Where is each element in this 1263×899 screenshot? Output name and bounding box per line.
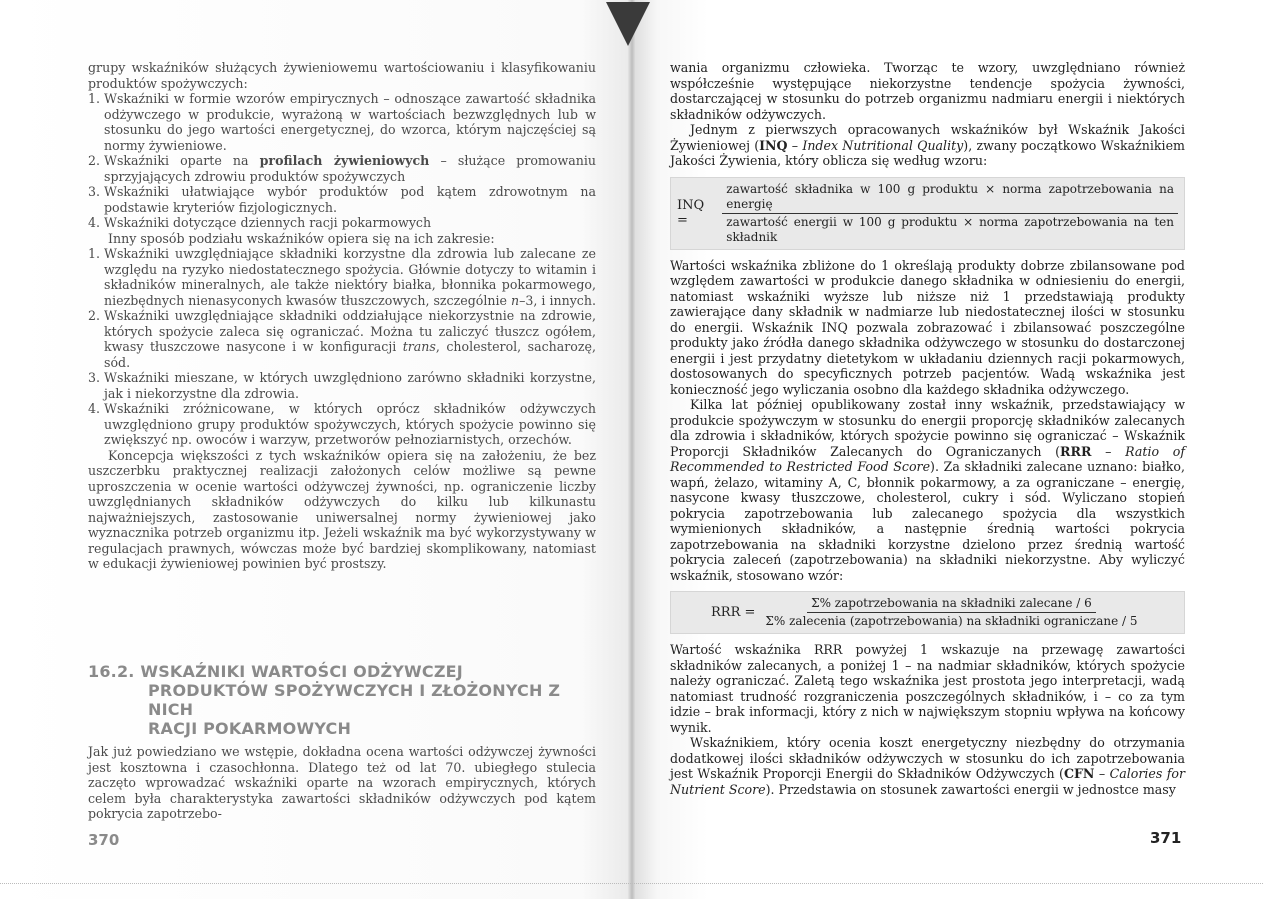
italic-term: Index Nutritional Quality [802,137,964,153]
paragraph: Jednym z pierwszych opracowanych wskaźników był Wskaźnik Jakości Żywieniowej (INQ – Index Nutritional Quality), zwany początkowo Wskaźnikiem Jakości Żywienia, który oblicza się według wzoru: [670,122,1185,168]
list-text: Wskaźniki ułatwiające wybór produktów pod kątem zdrowotnym na podstawie kryteriów fizjologicznych. [104,184,596,215]
list-number: 2. [88,153,101,168]
formula-inq [670,177,1185,250]
paragraph: Jak już powiedziano we wstępie, dokładna ocena wartości odżywczej żywności jest kosztowna i czasochłonna. Dlatego też od lat 70. ubiegłego stulecia zaczęto wprowadzać wskaźniki oparte na wzorach empirycznych, których celem była charakterystyka zawartości składników odżywczych pod kątem pokrycia zapotrzebo- [88,744,596,821]
bold-term: RRR [1060,443,1092,459]
list-indicator-scope [88,246,596,448]
list-item [88,153,596,184]
list-text: Wskaźniki dotyczące dziennych racji pokarmowych [104,215,432,230]
formula-numerator: zawartość składnika w 100 g produktu × norma zapotrzebowania na energię [722,182,1178,214]
list-item [88,308,596,370]
italic-term: trans [402,339,436,354]
list-number: 4. [88,401,101,416]
list-number: 3. [88,370,101,385]
list-item [88,401,596,448]
heading-line-3: RACJI POKARMOWYCH [148,719,352,738]
list-item [88,91,596,153]
formula-denominator: Σ% zalecenia (zapotrzebowania) na składniki ograniczane / 5 [765,614,1138,628]
heading-line-1: 16.2. WSKAŹNIKI WARTOŚCI ODŻYWCZEJ [88,662,463,681]
formula-denominator: zawartość energii w 100 g produktu × norma zapotrzebowania na ten składnik [726,214,1174,244]
paragraph: wania organizmu człowieka. Tworząc te wzory, uwzględniano również współcześnie występujące niekorzystne tendencje spożycia żywności, dostarczającej w stosunku do potrzeb organizmu nadmiaru energii i niektórych składników odżywczych. [670,60,1185,122]
section-number: 16.2. [88,662,135,681]
list-indicator-types [88,91,596,231]
left-text-column [88,60,596,572]
formula-lhs: RRR = [711,605,756,620]
bold-term: INQ [759,137,788,153]
paragraph: grupy wskaźników służących żywieniowemu wartościowaniu i klasyfikowaniu produktów spożywczych: [88,60,596,91]
list-item [88,184,596,215]
paragraph: Wartości wskaźnika zbliżone do 1 określają produkty dobrze zbilansowane pod względem zawartości w produkcie danego składnika w odniesieniu do energii, natomiast wskaźniki wyższe lub niższe niż 1 przedstawiają produkty zawierające dany składnik w nadmiarze lub niedostatecznej ilości w stosunku do energii. Wskaźnik INQ pozwala zobrazować i zbilansować poszczególne produkty jako źródła danego składnika odżywczego w stosunku do dostarczonej energii i jest przydatny dietetykom w układaniu dziennych racji pokarmowych, dostosowanych do specyficznych potrzeb pacjentów. Wadą wskaźnika jest konieczność jego wyliczania osobno dla każdego składnika odżywczego. [670,257,1185,397]
heading-line-2: PRODUKTÓW SPOŻYWCZYCH I ZŁOŻONYCH Z NICH [148,681,561,719]
list-text: –3, i innych. [519,292,596,308]
list-item [88,246,596,308]
paragraph: Koncepcja większości z tych wskaźników opiera się na założeniu, że bez uszczerbku praktycznej realizacji założonych celów możliwe są pewne uproszczenia w ocenie wartości odżywczej żywności, np. ograniczenie liczby uwzględnianych składników odżywczych do kilku lub kilkunastu najważniejszych, zastosowanie uniwersalnej normy żywieniowej jako wyznacznika potrzeb organizmu itp. Jeżeli wskaźnik ma być wykorzystywany w regulacjach prawnych, wówczas może być bardziej skomplikowany, natomiast w edukacji żywieniowej powinien być prostszy. [88,447,596,571]
list-item [88,215,596,231]
list-text: , cholesterol, sacharozę, sód. [104,339,596,370]
list-text: Wskaźniki uwzględniające składniki oddziałujące niekorzystnie na zdrowie, których spożycie zaleca się ograniczać. Można tu zaliczyć tłuszcz ogółem, kwasy tłuszczowe nasycone i w konfiguracji [104,308,596,354]
right-text-column [670,60,1185,797]
italic-term: n [510,292,520,308]
scan-edge [0,883,1263,884]
section-heading [88,662,588,738]
book-gutter [628,0,636,899]
formula-rrr [670,591,1185,634]
list-text: Wskaźniki oparte na [104,153,260,168]
page-number: 370 [88,831,120,849]
paragraph: Wartość wskaźnika RRR powyżej 1 wskazuje na przewagę zawartości składników zalecanych, a poniżej 1 – na nadmiar składników, których spożycie należy ograniczać. Zaletą tego wskaźnika jest prostota jego interpretacji, wadą natomiast trudność rozgraniczenia poszczególnych składników, i – co za tym idzie – brak informacji, który z nich w największym stopniu wpływa na końcowy wynik. [670,642,1185,735]
page-number: 371 [1150,829,1182,847]
binding-shadow [606,2,650,46]
formula-numerator: Σ% zapotrzebowania na składniki zalecane / 6 [807,596,1096,613]
bold-term: profilach żywieniowych [259,153,430,168]
paragraph: Kilka lat później opublikowany został inny wskaźnik, przedstawiający w produkcie spożywczym w stosunku do energii proporcję składników zalecanych dla zdrowia i składników, których spożycie powinno się ograniczać – Wskaźnik Proporcji Składników Zalecanych do Ograniczanych (RRR – Ratio of Recommended to Restricted Food Score). Za składniki zalecane uznano: białko, wapń, żelazo, witaminy A, C, błonnik pokarmowy, a za ograniczane – energię, nasycone kwasy tłuszczowe, cholesterol, cukry i sód. Wyliczano stopień pokrycia zapotrzebowania lub zalecanego spożycia dla wszystkich wymienionych składników, a następnie średnią wartości pokrycia zapotrzebowania na składniki korzystne dzielono przez średnią wartość pokrycia zaleceń (zapotrzebowania) na składniki niekorzystne. Aby wyliczyć wskaźnik, stosowano wzór: [670,397,1185,583]
list-item [88,370,596,401]
bold-term: CFN [1063,766,1095,781]
list-text: Wskaźniki uwzględniające składniki korzystne dla zdrowia lub zalecane ze względu na ryzyko niedostatecznego spożycia. Głównie dotyczy to witamin i składników mineralnych, ale także niektóry białka, błonnika pokarmowego, niezbędnych nienasyconych kwasów tłuszczowych, szczególnie [104,246,596,308]
list-number: 1. [88,246,101,261]
right-page [632,0,1263,899]
list-number: 4. [88,215,101,230]
italic-term: Calories for Nutrient Score [670,766,1185,797]
paragraph: Wskaźnikiem, który ocenia koszt energetyczny niezbędny do otrzymania dodatkowej ilości składników odżywczych w stosunku do ich zapotrzebowania jest Wskaźnik Proporcji Energii do Składników Odżywczych (CFN – Calories for Nutrient Score). Przedstawia on stosunek zawartości energii w jednostce masy [670,735,1185,797]
list-text: – służące promowaniu sprzyjających zdrowiu produktów spożywczych [104,153,596,184]
list-text: Wskaźniki w formie wzorów empirycznych – odnoszące zawartość składnika odżywczego w produkcie, wyrażoną w wartościach bezwzględnych lub w stosunku do jego wartości energetycznej, do wzorca, którym najczęściej są normy żywieniowe. [104,91,596,153]
list-number: 3. [88,184,101,199]
formula-lhs: INQ = [677,198,705,228]
formula-fraction [761,596,1141,629]
formula-fraction [722,182,1178,245]
italic-term: Ratio of Recommended to Restricted Food Score [670,443,1185,474]
list-number: 2. [88,308,101,323]
paragraph: Inny sposób podziału wskaźników opiera się na ich zakresie: [108,230,495,246]
list-text: Wskaźniki zróżnicowane, w których oprócz składników odżywczych uwzględniono grupy produktów spożywczych, których spożycie powinno się zwiększyć np. owoców i warzyw, przetworów pełnoziarnistych, orzechów. [104,401,596,447]
list-text: Wskaźniki mieszane, w których uwzględniono zarówno składniki korzystne, jak i niekorzystne dla zdrowia. [104,370,596,401]
list-number: 1. [88,91,101,106]
